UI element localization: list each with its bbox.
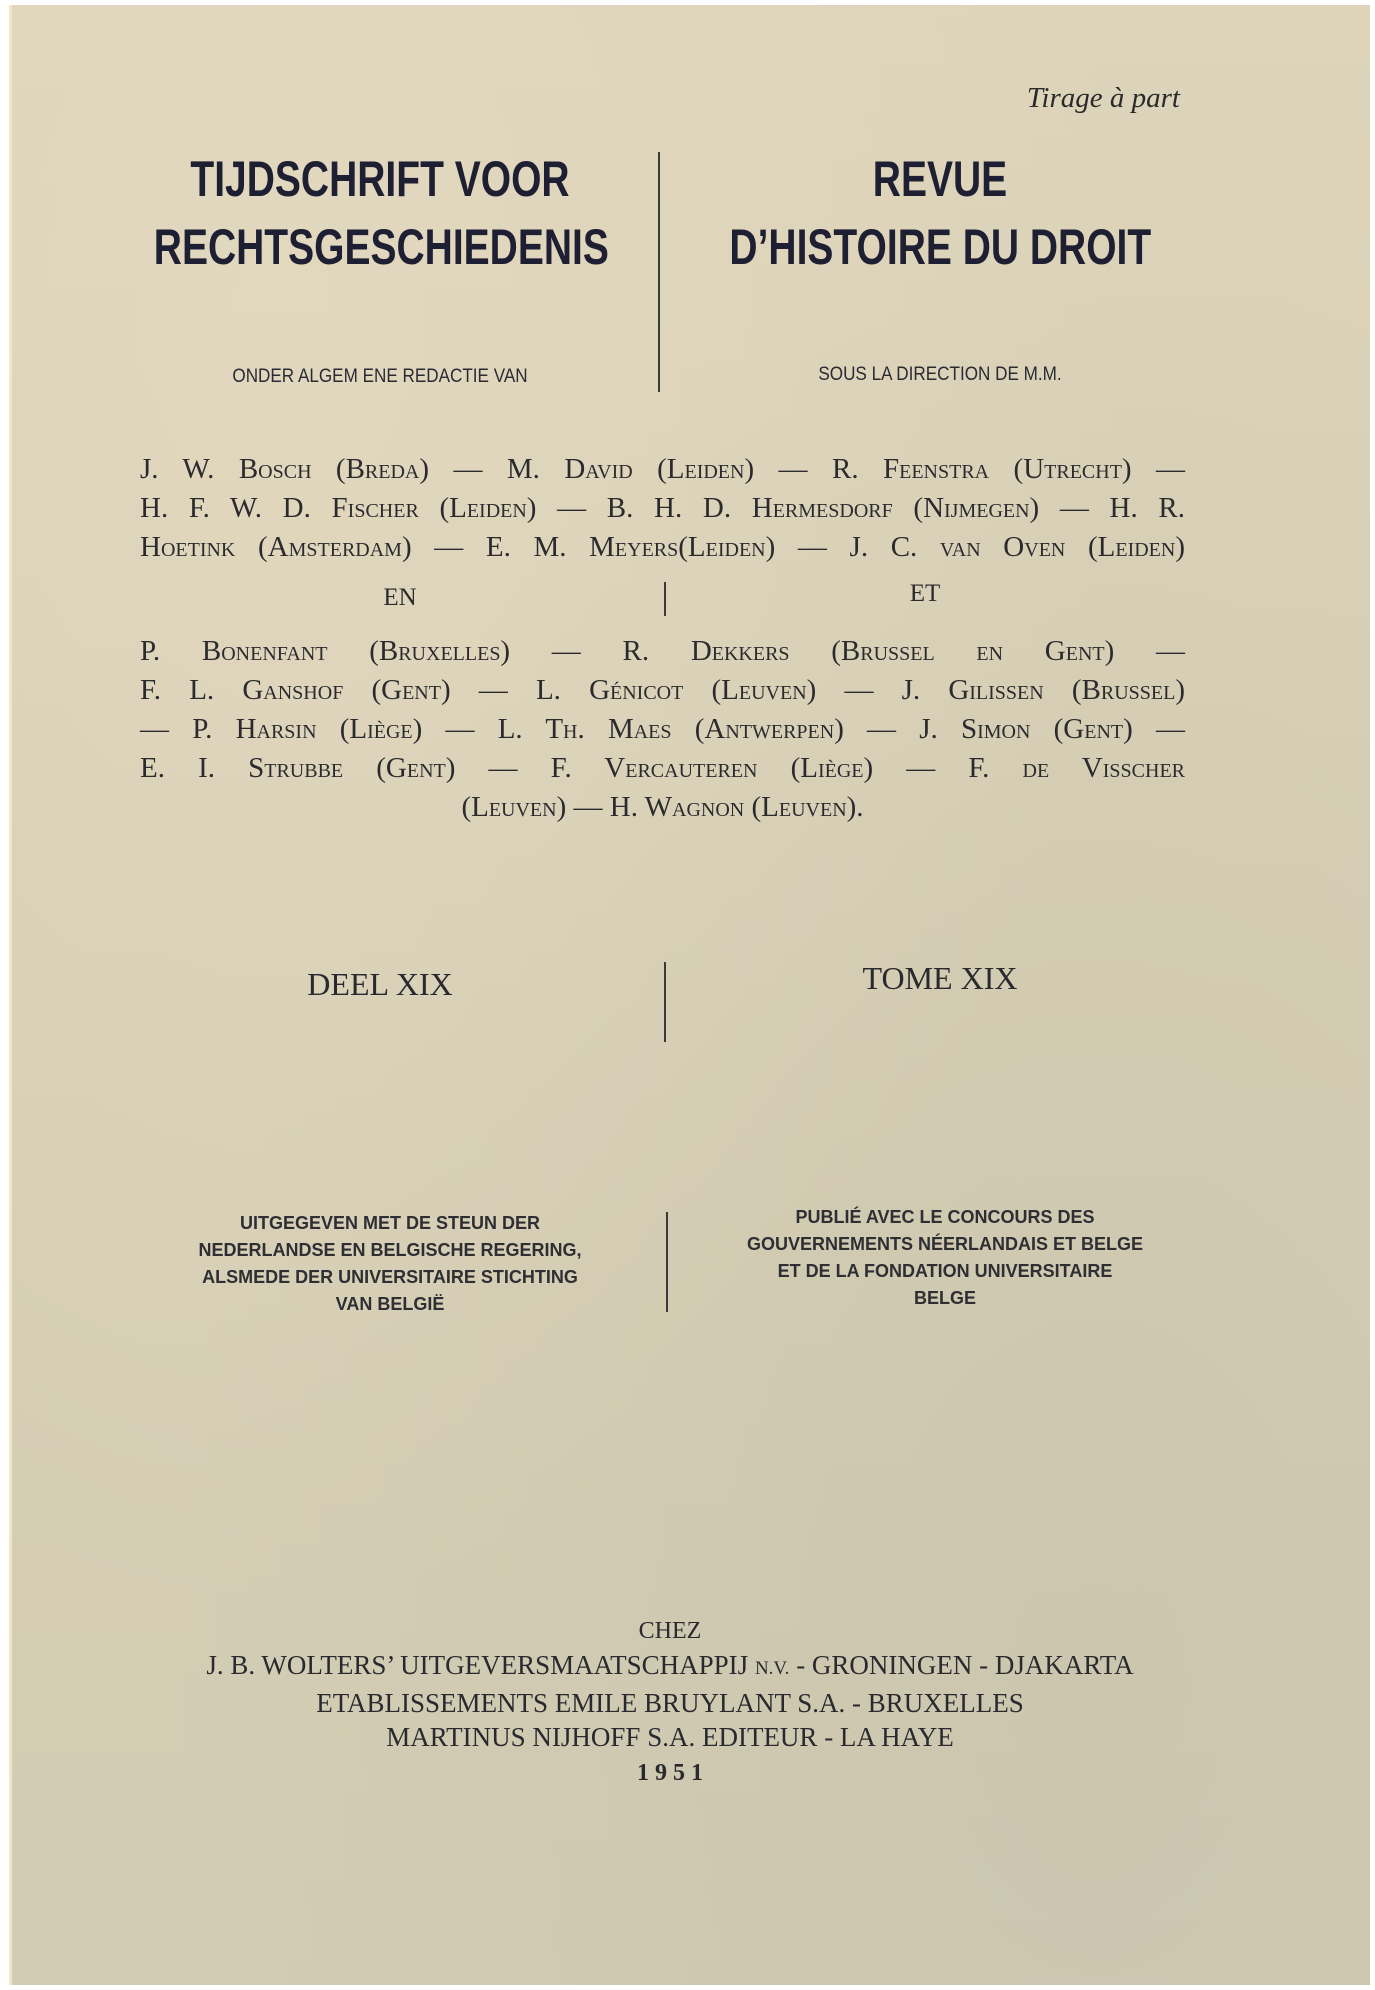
- publication-year: 1 9 5 1: [637, 1760, 703, 1786]
- volume-french: TOME XIX: [862, 960, 1018, 996]
- publisher-line-nijhoff: MARTINUS NIJHOFF S.A. EDITEUR - LA HAYE: [386, 1722, 954, 1752]
- belgian-editors-line: (Leuven) — H. Wagnon (Leuven).: [461, 791, 864, 823]
- publisher-chez: CHEZ: [638, 1618, 702, 1644]
- support-dutch-line: NEDERLANDSE EN BELGISCHE REGERING,: [198, 1240, 582, 1260]
- dutch-editorial-label: [120, 366, 640, 388]
- conjunction-et: ET: [909, 580, 941, 607]
- dutch-title: [90, 150, 670, 276]
- dutch-editors-line: Hoetink (Amsterdam) — E. M. Meyers(Leiden) — J. C. van Oven (Leiden): [140, 531, 1185, 563]
- dutch-editorial-text: ONDER ALGEM ENE REDACTIE VAN: [232, 366, 528, 387]
- support-french-line: BELGE: [913, 1288, 976, 1308]
- dutch-title-line-1: TIJDSCHRIFT VOOR: [190, 151, 570, 207]
- conjunction-en: EN: [383, 584, 417, 611]
- support-french-line: ET DE LA FONDATION UNIVERSITAIRE: [777, 1261, 1113, 1281]
- support-dutch-line: ALSMEDE DER UNIVERSITAIRE STICHTING: [202, 1267, 578, 1287]
- french-editorial-label: [690, 364, 1190, 386]
- support-dutch: [140, 1210, 640, 1318]
- column-divider: [658, 152, 660, 392]
- publisher-wolters-nv: N.V.: [754, 1658, 790, 1679]
- publisher-line-bruylant: ETABLISSEMENTS EMILE BRUYLANT S.A. - BRUXELLES: [316, 1688, 1024, 1718]
- belgian-editors-line: F. L. Ganshof (Gent) — L. Génicot (Leuven) — J. Gilissen (Brussel): [140, 674, 1185, 706]
- volume-dutch: DEEL XIX: [307, 966, 453, 1002]
- support-french-line: PUBLIÉ AVEC LE CONCOURS DES: [795, 1207, 1095, 1227]
- publisher-line-wolters: [140, 1648, 1200, 1686]
- french-title-line-1: REVUE: [872, 151, 1008, 207]
- publisher-wolters-places: - GRONINGEN - DJAKARTA: [796, 1650, 1134, 1680]
- dutch-editors-line: J. W. Bosch (Breda) — M. David (Leiden) — R. Feenstra (Utrecht) —: [140, 453, 1185, 485]
- dutch-title-line-2: RECHTSGESCHIEDENIS: [153, 219, 609, 275]
- french-title: [670, 150, 1210, 276]
- french-title-line-2: D’HISTOIRE DU DROIT: [729, 219, 1152, 275]
- volume-divider: [664, 962, 666, 1042]
- support-french: [690, 1204, 1200, 1312]
- belgian-editors-line: — P. Harsin (Liège) — L. Th. Maes (Antwerpen) — J. Simon (Gent) —: [140, 713, 1185, 745]
- belgian-editors-line: E. I. Strubbe (Gent) — F. Vercauteren (Liège) — F. de Visscher: [140, 752, 1185, 784]
- belgian-editors-line: P. Bonenfant (Bruxelles) — R. Dekkers (Brussel en Gent) —: [140, 635, 1185, 667]
- offprint-label: Tirage à part: [1026, 82, 1180, 114]
- publisher-wolters-name: J. B. WOLTERS’ UITGEVERSMAATSCHAPPIJ: [206, 1650, 749, 1680]
- support-dutch-line: VAN BELGIË: [335, 1294, 445, 1314]
- support-french-line: GOUVERNEMENTS NÉERLANDAIS ET BELGE: [746, 1234, 1144, 1254]
- french-editorial-text: SOUS LA DIRECTION DE M.M.: [818, 364, 1062, 385]
- publisher-block: [140, 1614, 1200, 1790]
- support-divider: [666, 1212, 668, 1312]
- dutch-editors-line: H. F. W. D. Fischer (Leiden) — B. H. D. Hermesdorf (Nijmegen) — H. R.: [140, 492, 1185, 524]
- support-dutch-line: UITGEGEVEN MET DE STEUN DER: [239, 1213, 541, 1233]
- conjunction-divider: [664, 582, 666, 616]
